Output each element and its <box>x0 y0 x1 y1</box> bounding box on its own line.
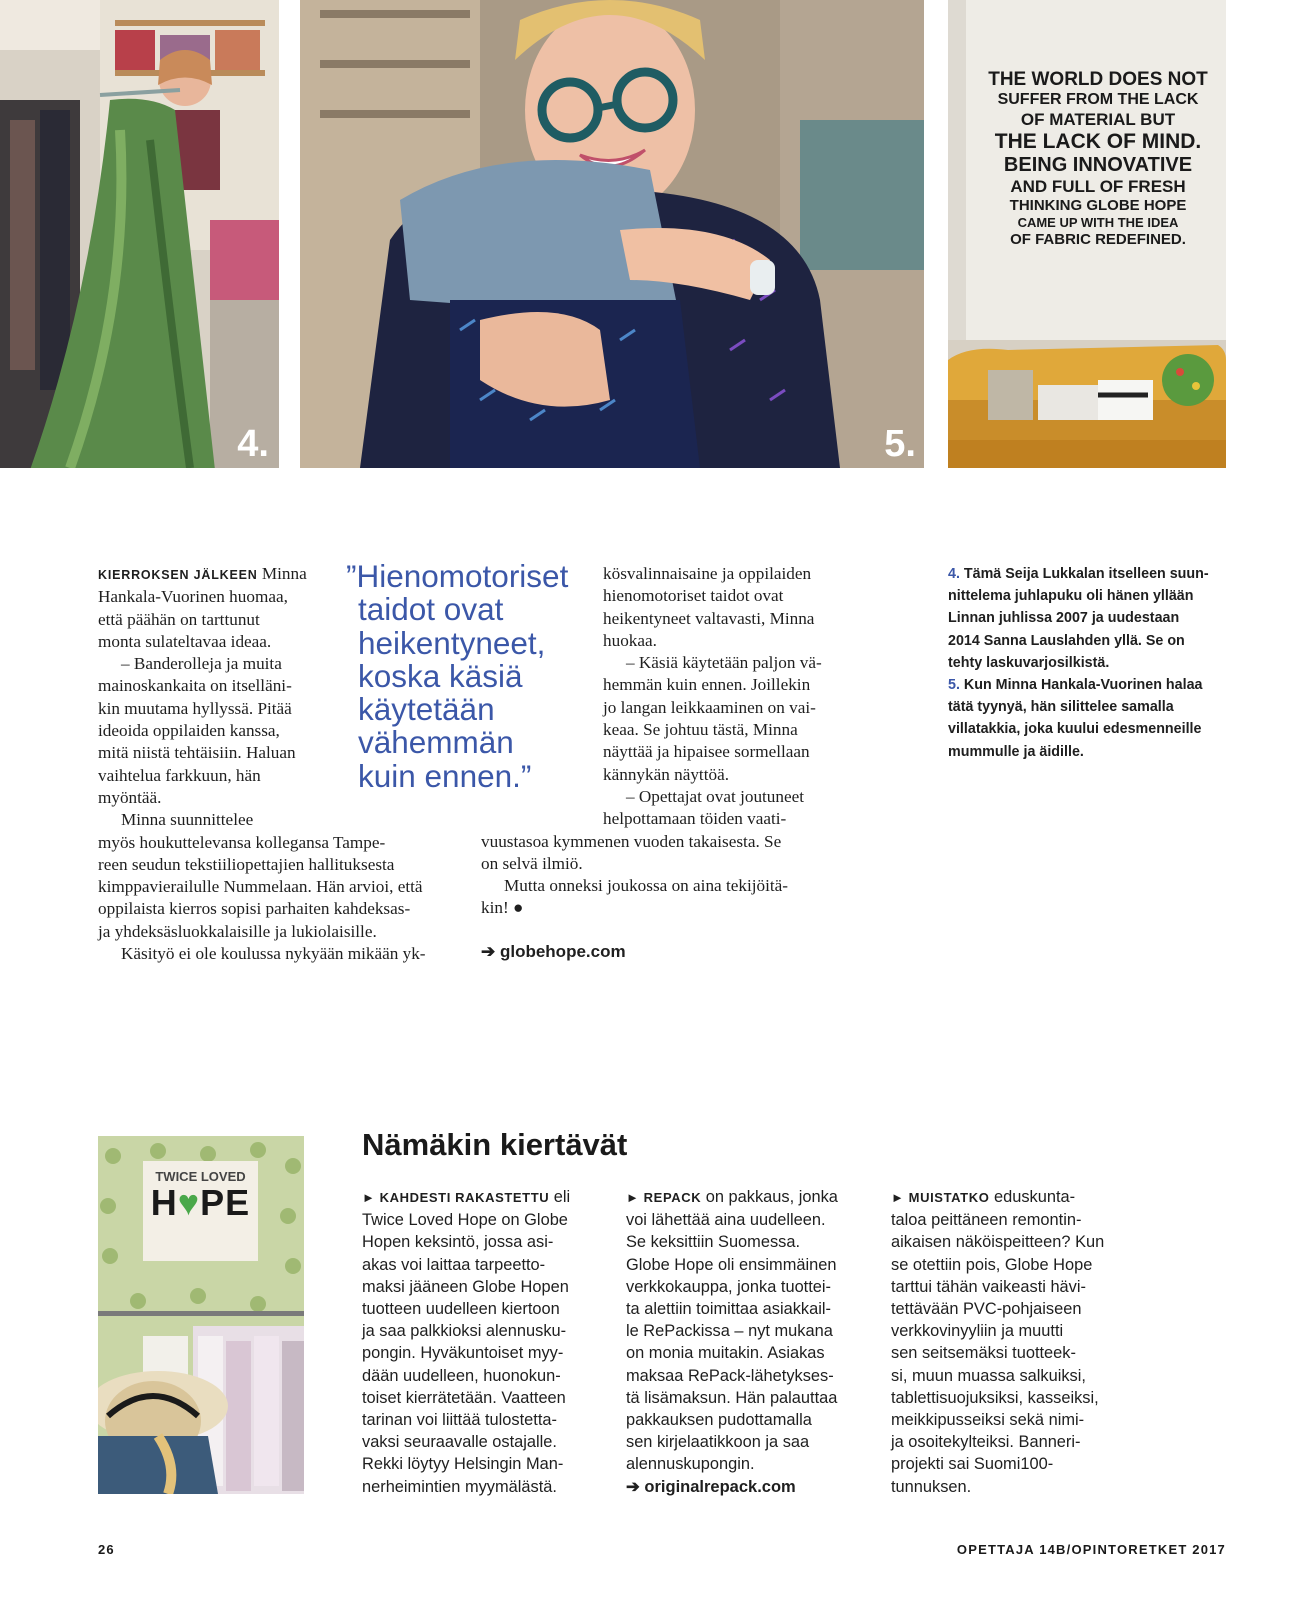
text-line: Hankala-Vuorinen huomaa, <box>98 587 288 607</box>
repack-link[interactable]: ➔ originalrepack.com <box>626 1477 796 1496</box>
text-line: hemmän kuin ennen. Joillekin <box>603 675 811 695</box>
text-line: voi lähettää aina uudelleen. <box>626 1211 826 1230</box>
text-line: maksaa RePack-lähetykses- <box>626 1366 834 1385</box>
photo-wall-quote <box>948 0 1226 468</box>
text-line: si, muun muassa salkuiksi, <box>891 1366 1086 1385</box>
caption-line: Tämä Seija Lukkalan itselleen suun- <box>959 566 1209 582</box>
text-line: aikaisen näköispeitteen? Kun <box>891 1233 1105 1252</box>
caption-number-4: 4. <box>948 566 960 582</box>
caption-number-5: 5. <box>948 677 960 694</box>
text-line: akas voi laittaa tarpeetto- <box>362 1255 546 1274</box>
text-line: meikkipusseiksi sekä nimi- <box>891 1411 1085 1430</box>
text-line: verkkokauppa, jonka tuottei- <box>626 1277 832 1296</box>
caption-line: mummulle ja äidille. <box>948 743 1084 760</box>
caption-line: Kun Minna Hankala-Vuorinen halaa <box>959 677 1203 694</box>
globehope-link[interactable]: ➔ globehope.com <box>481 941 626 961</box>
text-line: ideoida oppilaiden kanssa, <box>98 721 280 741</box>
text-line: pakkauksen pudottamalla <box>626 1411 812 1430</box>
text-line: jo langan leikkaaminen on vai- <box>603 697 816 717</box>
box-lead-2: ► REPACK <box>626 1190 702 1205</box>
text-line: vaihtelua farkkuun, hän <box>98 765 261 785</box>
photo-captions <box>948 563 1238 763</box>
wall-line: THINKING GLOBE HOPE <box>1009 197 1187 214</box>
text-line: tablettisuojuksiksi, kasseiksi, <box>891 1388 1099 1407</box>
text-line: Rekki löytyy Helsingin Man- <box>362 1455 564 1474</box>
text-line: reen seudun tekstiiliopettajien hallituksesta <box>98 854 395 874</box>
text-line: sen kirjelaatikkoon ja saa <box>626 1433 810 1452</box>
text-line: monta sulateltavaa ideaa. <box>98 631 272 651</box>
photo-pillow-hug <box>300 0 924 468</box>
text-line: Minna suunnittelee <box>121 810 254 830</box>
text-line: taloa peittäneen remontin- <box>891 1211 1082 1230</box>
caption-line: villatakkia, joka kuului edesmenneille <box>948 721 1202 738</box>
text-line: vaksi seuraavalle ostajalle. <box>362 1433 557 1452</box>
box-title: Nämäkin kiertävät <box>362 1127 628 1162</box>
wall-line: OF MATERIAL BUT <box>1020 110 1176 129</box>
photo-dress <box>0 0 279 468</box>
article-column-2 <box>481 563 841 963</box>
text-line: kin muutama hyllyssä. Pitää <box>98 698 292 718</box>
twice-loved-sign <box>143 1170 258 1221</box>
text-line: ja osoitekylteiksi. Banneri- <box>891 1433 1081 1452</box>
text-line: Twice Loved Hope on Globe <box>362 1211 568 1230</box>
wall-line: CAME UP WITH THE IDEA <box>1017 215 1179 230</box>
text-line: huokaa. <box>603 630 657 650</box>
wall-quote-text <box>988 70 1208 247</box>
caption-line: nittelema juhlapuku oli hänen yllään <box>948 588 1194 605</box>
caption-line: tätä tyynyä, hän silittelee samalla <box>948 699 1174 716</box>
quote-line: heikentyneet, <box>358 624 546 661</box>
wall-line: BEING INNOVATIVE <box>1003 154 1193 176</box>
quote-line: vähemmän <box>358 724 514 761</box>
text-line: heikentyneet valtavasti, Minna <box>603 608 815 628</box>
text-line: eli <box>549 1188 571 1206</box>
text-line: sen seitsemäksi tuotteek- <box>891 1344 1076 1363</box>
text-line: tarinan voi liittää tulostetta- <box>362 1411 557 1430</box>
box-column-3 <box>891 1186 1146 1498</box>
text-line: Hopen keksintö, jossa asi- <box>362 1233 554 1252</box>
text-line: – Banderolleja ja muita <box>121 654 282 674</box>
quote-line: ”Hienomotoriset <box>346 558 569 594</box>
text-line: hienomotoriset taidot ovat <box>603 586 784 606</box>
text-line: Globe Hope oli ensimmäinen <box>626 1255 837 1274</box>
photo-number-4: 4. <box>237 423 269 465</box>
article-lead: KIERROKSEN JÄLKEEN <box>98 568 258 582</box>
quote-line: koska käsiä <box>358 657 523 694</box>
box-lead-1: ► KAHDESTI RAKASTETTU <box>362 1190 550 1205</box>
text-line: kimppavierailulle Nummelaan. Hän arvioi, että <box>98 877 423 897</box>
sign-letters: PE <box>200 1182 251 1223</box>
text-line: tä lisämaksun. Hän palauttaa <box>626 1388 838 1407</box>
box-column-2 <box>626 1186 881 1498</box>
text-line: ja yhdeksäsluokkalaisille ja lukiolaisille. <box>98 921 377 941</box>
text-line: dään uudelleen, huonokun- <box>362 1366 561 1385</box>
text-line: ta alettiin toimittaa asiakkail- <box>626 1300 831 1319</box>
text-line: tuotteen uudelleen kiertoon <box>362 1300 560 1319</box>
text-line: että päähän on tarttunut <box>98 609 260 629</box>
text-line: näyttää ja hipaisee sormellaan <box>603 742 810 762</box>
text-line: tarttui tähän vaikeasti hävi- <box>891 1277 1086 1296</box>
text-line: vuustasoa kymmenen vuoden takaisesta. Se <box>481 831 782 851</box>
quote-line: käytetään <box>358 691 495 728</box>
text-line: Mutta onneksi joukossa on aina tekijöitä- <box>504 876 789 896</box>
sign-letter: H <box>150 1182 178 1223</box>
photo-number-5: 5. <box>884 423 916 465</box>
text-line: on monia muitakin. Asiakas <box>626 1344 825 1363</box>
photo-twice-loved-hope <box>98 1136 304 1494</box>
text-line: myöntää. <box>98 787 162 807</box>
text-line: mitä niistä tehtäisiin. Haluan <box>98 743 296 763</box>
text-line: mainoskankaita on itselläni- <box>98 676 292 696</box>
text-line: oppilaista kierros sopisi parhaiten kahdeksas- <box>98 899 411 919</box>
box-column-1 <box>362 1186 612 1498</box>
text-line: Se keksittiin Suomessa. <box>626 1233 800 1252</box>
text-line: kösvalinnaisaine ja oppilaiden <box>603 564 812 583</box>
text-line: myös houkuttelevansa kollegansa Tampe- <box>98 832 386 852</box>
text-line: alennuskupongin. <box>626 1455 755 1474</box>
text-line: Minna <box>257 564 307 583</box>
text-line: – Opettajat ovat joutuneet <box>626 786 805 806</box>
text-line: on selvä ilmiö. <box>481 853 583 873</box>
text-line: keaa. Se johtuu tästä, Minna <box>603 720 798 740</box>
text-line: tunnuksen. <box>891 1477 972 1496</box>
text-line: helpottamaan töiden vaati- <box>603 809 787 829</box>
text-line: le RePackissa – nyt mukana <box>626 1322 833 1341</box>
text-line: pongin. Hyväkuntoiset myy- <box>362 1344 564 1363</box>
wall-line: THE LACK OF MIND. <box>994 130 1202 153</box>
wall-line: THE WORLD DOES NOT <box>988 69 1208 90</box>
text-line: kin! ● <box>481 898 524 918</box>
wall-line: SUFFER FROM THE LACK <box>997 91 1199 108</box>
text-line: maksi jääneen Globe Hopen <box>362 1277 569 1296</box>
quote-line: taidot ovat <box>358 591 504 628</box>
text-line: toiset kierrätetään. Vaatteen <box>362 1388 566 1407</box>
quote-line: kuin ennen.” <box>358 757 532 794</box>
caption-line: tehty laskuvarjosilkistä. <box>948 654 1110 671</box>
text-line: verkkovinyyliin ja muutti <box>891 1322 1064 1341</box>
text-line: projekti sai Suomi100- <box>891 1455 1054 1474</box>
text-line: Käsityö ei ole koulussa nykyään mikään yk- <box>121 944 426 964</box>
text-line: nerheimintien myymälästä. <box>362 1477 557 1496</box>
caption-line: 2014 Sanna Lauslahden yllä. Se on <box>948 632 1185 649</box>
publication-name: OPETTAJA 14B/OPINTORETKET 2017 <box>956 1542 1226 1557</box>
wall-line: AND FULL OF FRESH <box>1010 177 1186 196</box>
sign-line: TWICE LOVED <box>155 1169 246 1184</box>
wall-line: OF FABRIC REDEFINED. <box>1010 231 1186 248</box>
page-number: 26 <box>98 1542 115 1557</box>
heart-icon: ♥ <box>177 1182 201 1223</box>
text-line: kännykän näyttöä. <box>603 764 730 784</box>
box-lead-3: ► MUISTATKO <box>891 1190 990 1205</box>
text-line: tettävään PVC-pohjaiseen <box>891 1300 1082 1319</box>
caption-line: Linnan juhlissa 2007 ja uudestaan <box>948 610 1180 627</box>
text-line: – Käsiä käytetään paljon vä- <box>626 653 822 673</box>
text-line: on pakkaus, jonka <box>701 1188 838 1206</box>
text-line: se otettiin pois, Globe Hope <box>891 1255 1093 1274</box>
text-line: ja saa palkkioksi alennusku- <box>362 1322 567 1341</box>
text-line: eduskunta- <box>989 1188 1076 1206</box>
